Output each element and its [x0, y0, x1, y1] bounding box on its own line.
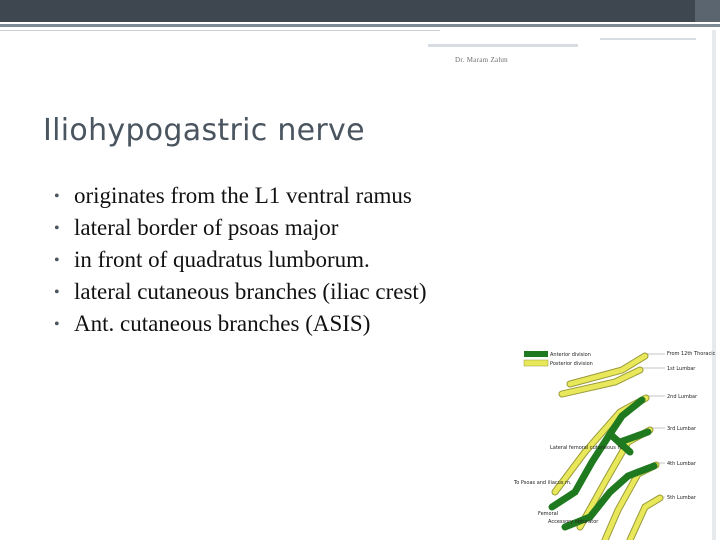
header-rule-short-2 — [428, 44, 578, 47]
bullet-item — [54, 276, 426, 308]
label-t12: From 12th Thoracic — [667, 351, 715, 357]
label-accessory-obturator: Accessory obturator — [548, 519, 599, 525]
bullet-text: lateral cutaneous branches (iliac crest) — [74, 279, 427, 304]
label-lat-femoral-cut: Lateral femoral cutaneous n. — [550, 445, 623, 451]
lumbar-plexus-diagram — [510, 342, 715, 540]
bullet-text: originates from the L1 ventral ramus — [74, 183, 412, 208]
bullet-icon: • — [54, 252, 60, 269]
label-l3: 3rd Lumbar — [667, 426, 696, 432]
legend-posterior-label: Posterior division — [550, 361, 593, 367]
bullet-text: in front of quadratus lumborum. — [74, 247, 370, 272]
legend-posterior-swatch — [524, 360, 548, 366]
bullet-icon: • — [54, 188, 60, 205]
bullet-text: lateral border of psoas major — [74, 215, 339, 240]
anterior-division-nerves — [552, 400, 654, 527]
author-name: Dr. Maram Zahm — [455, 56, 508, 64]
bullet-item — [54, 308, 426, 340]
slide-title: Iliohypogastric nerve — [43, 113, 365, 148]
bullet-icon: • — [54, 316, 60, 333]
header-accent — [695, 0, 720, 22]
header-rule-thin — [0, 30, 440, 31]
legend-anterior-label: Anterior division — [550, 352, 591, 358]
label-femoral: Femoral — [538, 511, 559, 517]
label-psoas-iliacus: To Psoas and iliacus m. — [514, 480, 572, 486]
bullet-item — [54, 244, 426, 276]
bullet-icon: • — [54, 220, 60, 237]
label-l5: 5th Lumbar — [667, 495, 696, 501]
header-bar — [0, 0, 720, 22]
bullet-list — [54, 180, 426, 340]
bullet-icon: • — [54, 284, 60, 301]
label-l2: 2nd Lumbar — [667, 394, 698, 400]
label-l1: 1st Lumbar — [667, 366, 696, 372]
bullet-item — [54, 180, 426, 212]
legend-anterior-swatch — [524, 351, 548, 357]
header-rule — [0, 24, 720, 27]
header-rule-short — [600, 38, 696, 40]
label-l4: 4th Lumbar — [667, 461, 696, 467]
bullet-item — [54, 212, 426, 244]
bullet-text: Ant. cutaneous branches (ASIS) — [74, 311, 371, 336]
